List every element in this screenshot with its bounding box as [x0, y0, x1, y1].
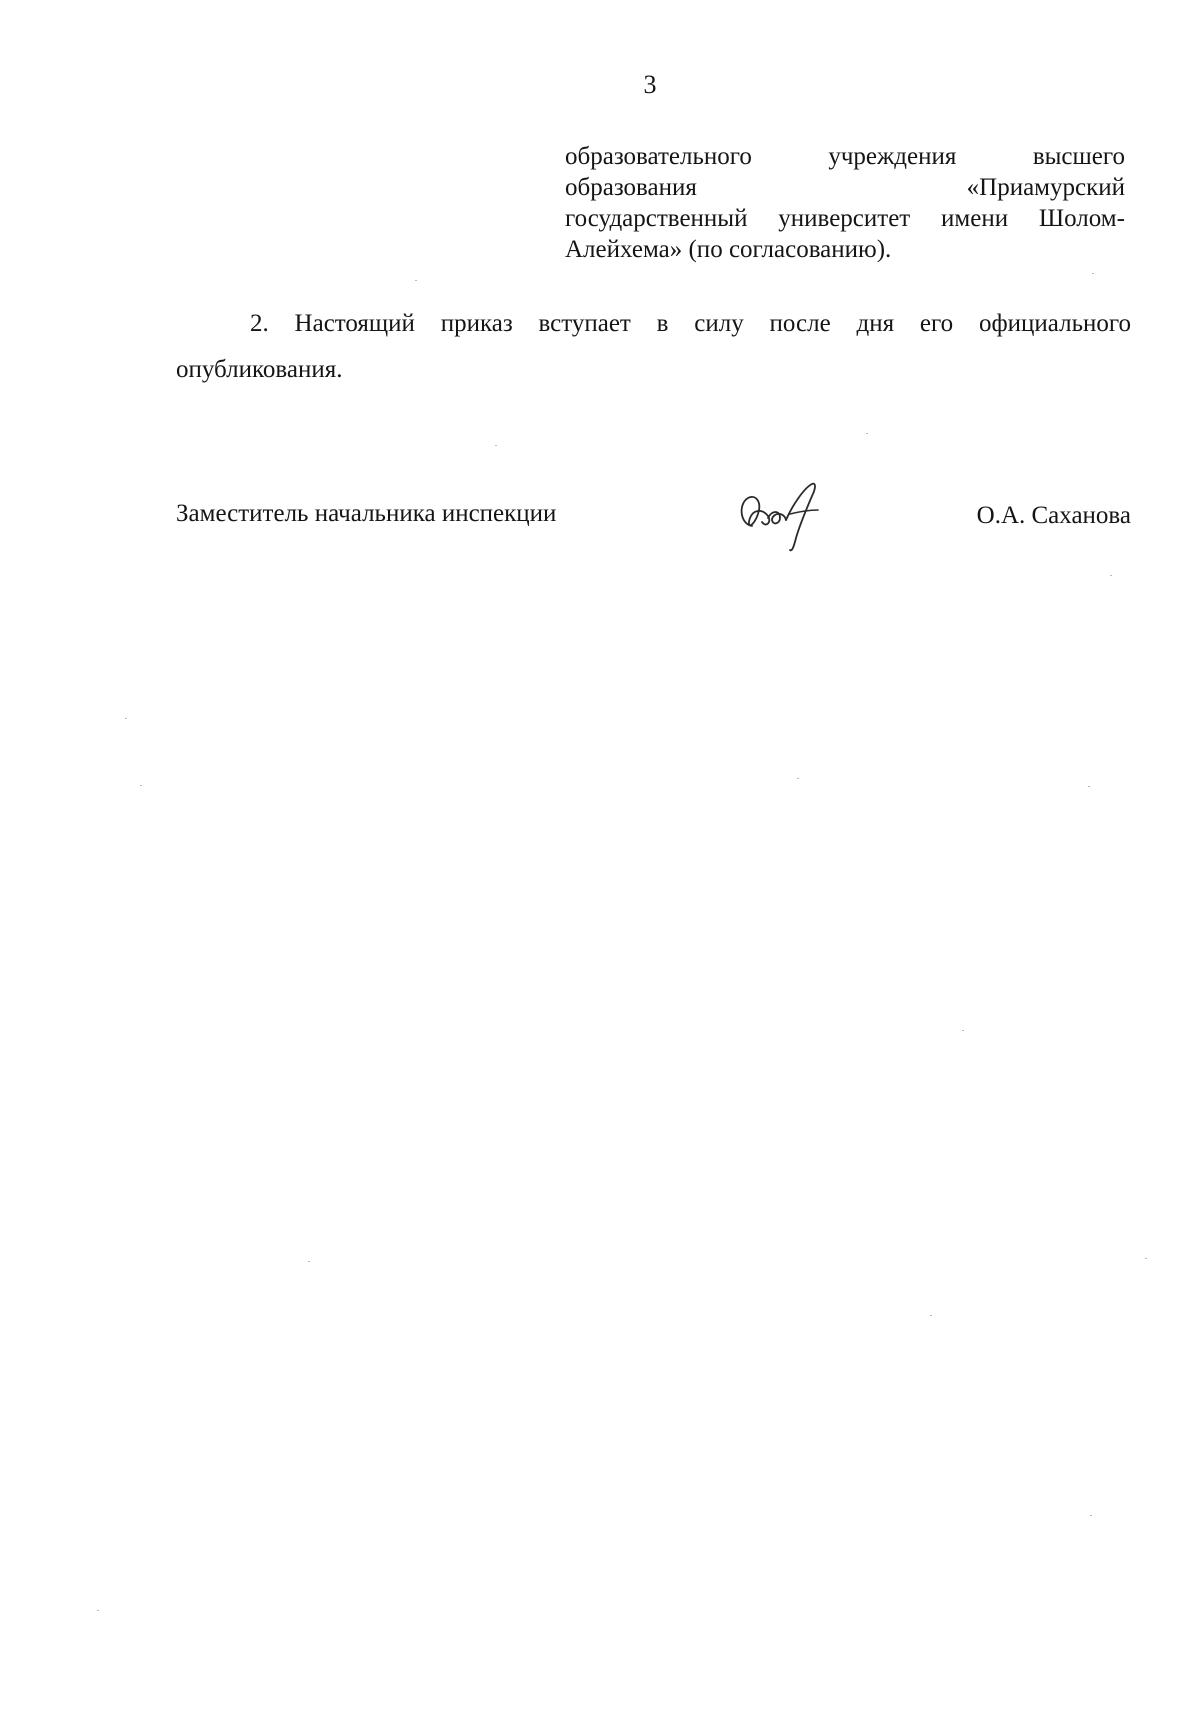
text-line	[565, 234, 1125, 265]
word: государственный	[565, 205, 748, 232]
scan-speck	[930, 1315, 932, 1316]
signer-position: Заместитель начальника инспекции	[176, 500, 557, 527]
word: образования	[565, 174, 697, 201]
scan-speck	[140, 785, 142, 786]
word: приказ	[440, 310, 513, 337]
scan-speck	[125, 718, 127, 719]
word: Настоящий	[294, 310, 415, 337]
scan-speck	[1088, 786, 1090, 787]
word: университет	[778, 205, 911, 232]
text-line	[176, 301, 1131, 347]
word: Алейхема»	[565, 236, 683, 263]
word: после	[769, 310, 831, 337]
text-line	[565, 141, 1125, 172]
continuation-text	[565, 141, 1125, 265]
word: 2.	[250, 310, 269, 337]
word: учреждения	[828, 143, 957, 170]
signature-block	[176, 496, 1131, 556]
text-line	[565, 172, 1125, 203]
word: вступает	[538, 310, 631, 337]
paragraph-item-2	[176, 301, 1131, 393]
word: согласованию).	[728, 236, 892, 263]
scan-speck	[97, 1610, 99, 1611]
word: опубликования.	[176, 356, 343, 383]
word: дня	[856, 310, 895, 337]
scan-speck	[495, 445, 497, 446]
word: образовательного	[565, 143, 752, 170]
scan-speck	[308, 1261, 310, 1262]
scan-speck	[1145, 1258, 1147, 1259]
scan-speck	[1092, 273, 1094, 274]
text-line	[176, 347, 1131, 393]
text-line	[565, 203, 1125, 234]
scan-speck	[797, 778, 799, 779]
word: (по	[688, 236, 723, 263]
word: Шолом-	[1038, 205, 1125, 232]
scan-speck	[866, 433, 868, 434]
scan-speck	[1110, 575, 1112, 576]
word: официального	[978, 310, 1131, 337]
word: высшего	[1032, 143, 1125, 170]
word: его	[919, 310, 954, 337]
word: имени	[941, 205, 1009, 232]
word: в	[656, 310, 669, 337]
word: силу	[694, 310, 744, 337]
page-number: 3	[643, 70, 657, 99]
handwritten-signature	[732, 476, 832, 556]
scan-speck	[415, 280, 417, 281]
signer-name: О.А. Саханова	[976, 502, 1131, 529]
word: «Приамурский	[966, 174, 1125, 201]
scan-speck	[962, 1030, 964, 1031]
scan-speck	[1090, 1515, 1092, 1516]
